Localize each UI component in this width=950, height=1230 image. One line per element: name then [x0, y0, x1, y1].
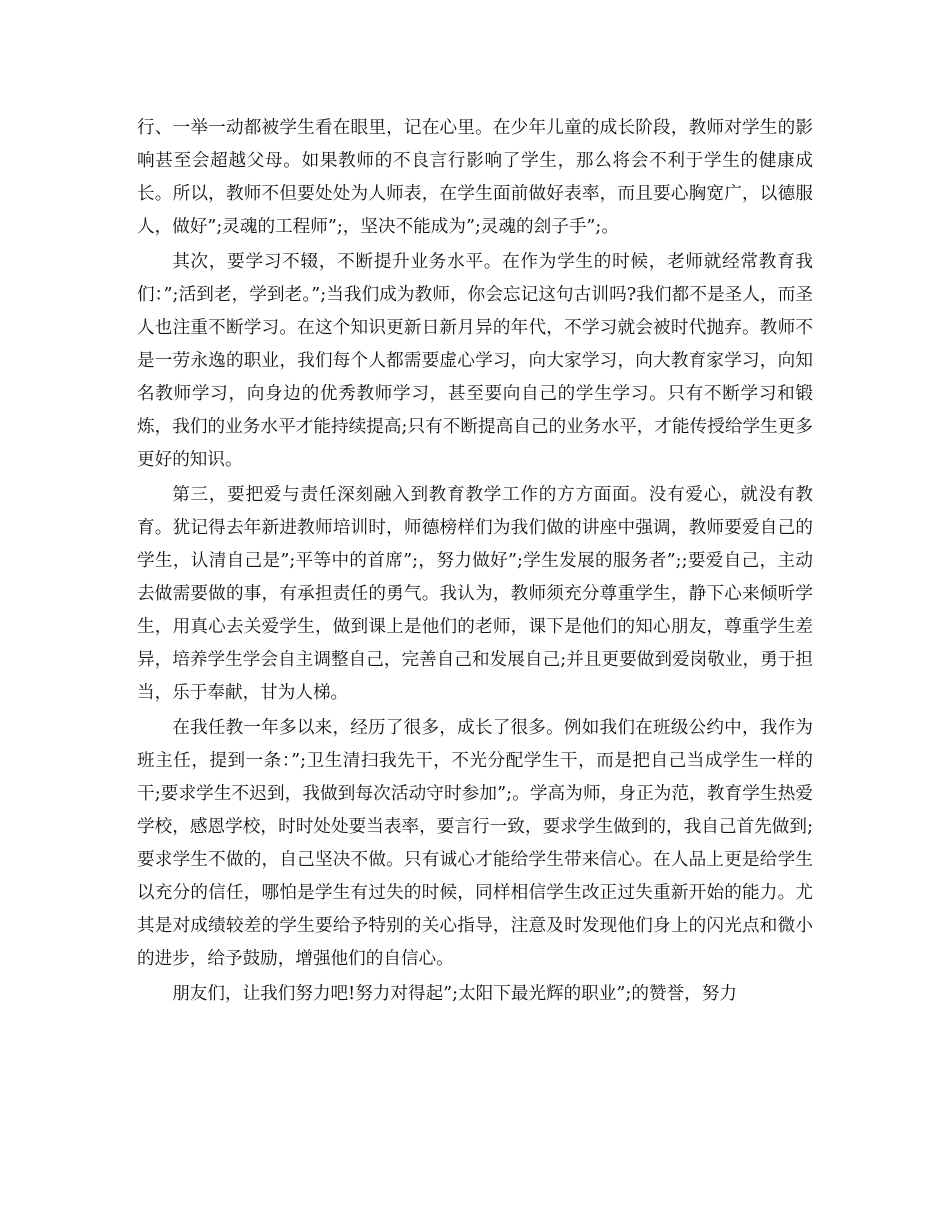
paragraph-third-point: 第三，要把爱与责任深刻融入到教育教学工作的方方面面。没有爱心，就没有教育。犹记得去年新进教师培训时，师德榜样们为我们做的讲座中强调，教师要爱自己的学生，认清自己是”;平等中的首席”;，努力做好”;学生发展的服务者”;;要爱自己，主动去做需要做的事，有承担责任的勇气。我认为，教师须充分尊重学生，静下心来倾听学生，用真心去关爱学生，做到课上是他们的老师，课下是他们的知心朋友，尊重学生差异，培养学生学会自主调整自己，完善自己和发展自己;并且更要做到爱岗敬业，勇于担当，乐于奉献，甘为人梯。	[137, 485, 813, 703]
paragraph-closing: 朋友们，让我们努力吧!努力对得起”;太阳下最光辉的职业”;的赞誉，努力	[172, 984, 737, 1004]
paragraph-second-point: 其次，要学习不辍，不断提升业务水平。在作为学生的时候，老师就经常教育我们：”;活到老，学到老。”;当我们成为教师，你会忘记这句古训吗?我们都不是圣人，而圣人也注重不断学习。在这个知识更新日新月异的年代，不学习就会被时代抛弃。教师不是一劳永逸的职业，我们每个人都需要虚心学习，向大家学习，向大教育家学习，向知名教师学习，向身边的优秀教师学习，甚至要向自己的学生学习。只有不断学习和锻炼，我们的业务水平才能持续提高;只有不断提高自己的业务水平，才能传授给学生更多更好的知识。	[137, 252, 813, 470]
paragraph-continued: 行、一举一动都被学生看在眼里，记在心里。在少年儿童的成长阶段，教师对学生的影响甚至会超越父母。如果教师的不良言行影响了学生，那么将会不利于学生的健康成长。所以，教师不但要处处为人师表，在学生面前做好表率，而且要心胸宽广，以德服人，做好”;灵魂的工程师”;，坚决不能成为”;灵魂的刽子手”;。	[137, 118, 813, 237]
document-body	[137, 112, 813, 1013]
paragraph-personal-experience: 在我任教一年多以来，经历了很多，成长了很多。例如我们在班级公约中，我作为班主任，提到一条：”;卫生清扫我先干，不光分配学生干，而是把自己当成学生一样的干;要求学生不迟到，我做到每次活动守时参加”;。学高为师，身正为范，教育学生热爱学校，感恩学校，时时处处要当表率，要言行一致，要求学生做到的，我自己首先做到;要求学生不做的，自己坚决不做。只有诚心才能给学生带来信心。在人品上更是给学生以充分的信任，哪怕是学生有过失的时候，同样相信学生改正过失重新开始的能力。尤其是对成绩较差的学生要给予特别的关心指导，注意及时发现他们身上的闪光点和微小的进步，给予鼓励，增强他们的自信心。	[137, 718, 813, 969]
